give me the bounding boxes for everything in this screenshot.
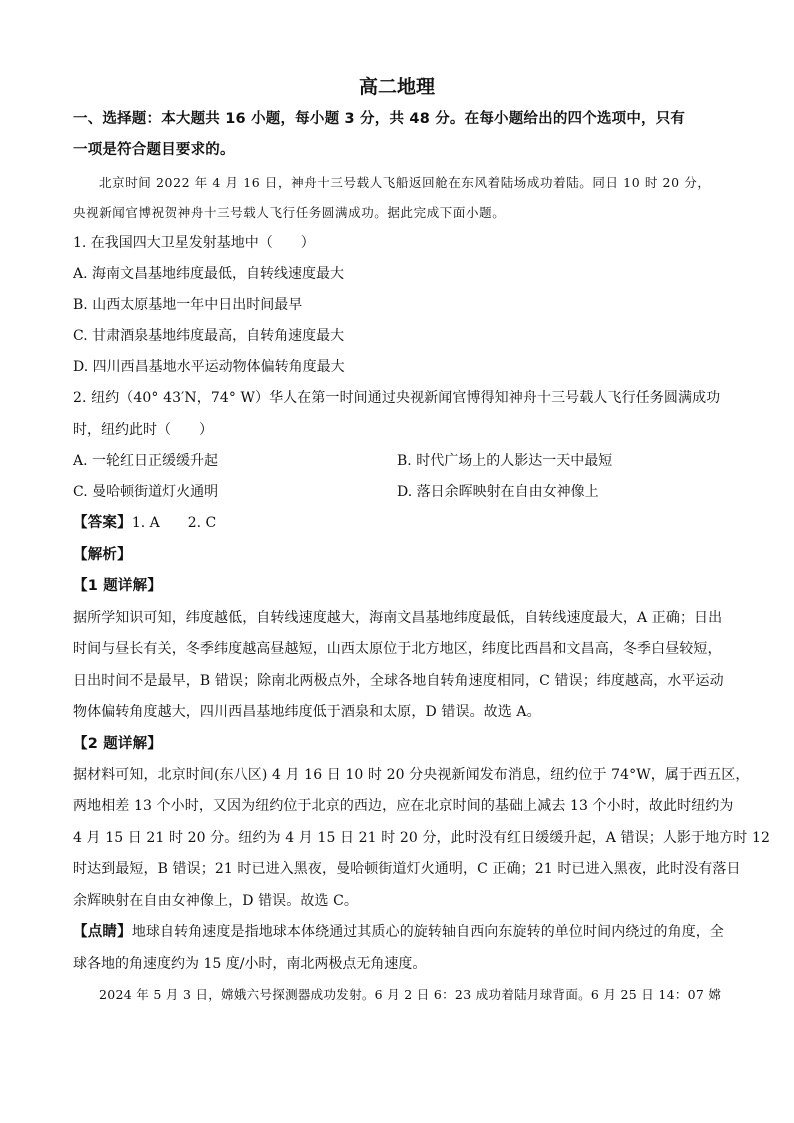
section-heading-line-1: 一、选择题：本大题共 16 小题，每小题 3 分，共 48 分。在每小题给出的四个选项中，只有 xyxy=(73,111,686,127)
page-title: 高二地理 xyxy=(358,76,435,98)
answer-label: 【答案】 xyxy=(73,515,132,531)
detail2-line-1: 据材料可知，北京时间(东八区) 4 月 16 日 10 时 20 分央视新闻发布消息，纽约位于 74°W，属于西五区， xyxy=(73,767,750,783)
analysis-label: 【解析】 xyxy=(73,547,132,563)
passage2-line-1: 2024 年 5 月 3 日，嫦娥六号探测器成功发射。6 月 2 日 6：23 成功着陆月球背面。6 月 25 日 14：07 嫦 xyxy=(99,987,722,1002)
detail2-label: 【2 题详解】 xyxy=(73,736,163,752)
detail2-line-3: 4 月 15 日 21 时 20 分。纽约为 4 月 15 日 21 时 20 分，此时没有红日缓缓升起，A 错误；人影于地方时 12 xyxy=(73,830,770,846)
q1-stem: 1. 在我国四大卫星发射基地中（ ） xyxy=(73,235,315,251)
q1-option-b: B. 山西太原基地一年中日出时间最早 xyxy=(73,297,303,313)
q2-option-c: C. 曼哈顿街道灯火通明 xyxy=(73,484,219,500)
passage1-line-2: 央视新闻官博祝贺神舟十三号载人飞行任务圆满成功。据此完成下面小题。 xyxy=(73,205,506,220)
answer-row xyxy=(73,514,216,532)
note-line-1 xyxy=(73,923,724,941)
passage1-line-1: 北京时间 2022 年 4 月 16 日，神舟十三号载人飞船返回舱在东风着陆场成功着陆。同日 10 时 20 分， xyxy=(99,175,711,190)
detail2-line-2: 两地相差 13 个小时，又因为纽约位于北京的西边，应在北京时间的基础上减去 13 个小时，故此时纽约为 xyxy=(73,798,734,814)
detail1-line-3: 日出时间不是最早，B 错误；除南北两极点外，全球各地自转角速度相同，C 错误；纬度越高，水平运动 xyxy=(73,673,724,689)
detail1-line-4: 物体偏转角度越大，四川西昌基地纬度低于酒泉和太原，D 错误。故选 A。 xyxy=(73,704,541,720)
detail1-line-1: 据所学知识可知，纬度越低，自转线速度越大，海南文昌基地纬度最低，自转线速度最大，A 正确；日出 xyxy=(73,610,723,626)
detail1-label: 【1 题详解】 xyxy=(73,578,163,594)
answer-text: 1. A 2. C xyxy=(131,515,217,531)
detail1-line-2: 时间与昼长有关，冬季纬度越高昼越短，山西太原位于北方地区，纬度比西昌和文昌高，冬季白昼较短， xyxy=(73,641,722,657)
q2-option-b: B. 时代广场上的人影达一天中最短 xyxy=(397,453,613,469)
q1-option-a: A. 海南文昌基地纬度最低，自转线速度最大 xyxy=(73,266,345,282)
q2-option-a: A. 一轮红日正缓缓升起 xyxy=(73,453,219,469)
q1-option-c: C. 甘肃酒泉基地纬度最高，自转角速度最大 xyxy=(73,328,345,344)
detail2-line-5: 余辉映射在自由女神像上，D 错误。故选 C。 xyxy=(73,893,359,909)
q2-stem-line-1: 2. 纽约（40° 43′N，74° W）华人在第一时间通过央视新闻官博得知神舟十三号载人飞行任务圆满成功 xyxy=(73,390,721,406)
section-heading-line-2: 一项是符合题目要求的。 xyxy=(73,142,235,158)
detail2-line-4: 时达到最短，B 错误；21 时已进入黑夜，曼哈顿街道灯火通明，C 正确；21 时已进入黑夜，此时没有落日 xyxy=(73,861,741,877)
note-line-2: 球各地的角速度约为 15 度/小时，南北两极点无角速度。 xyxy=(73,956,427,972)
note-text: 地球自转角速度是指地球本体绕通过其质心的旋转轴自西向东旋转的单位时间内绕过的角度，全 xyxy=(131,924,725,940)
q2-option-d: D. 落日余晖映射在自由女神像上 xyxy=(397,484,599,500)
q1-option-d: D. 四川西昌基地水平运动物体偏转角度最大 xyxy=(73,359,345,375)
q2-stem-line-2: 时，纽约此时（ ） xyxy=(73,422,213,438)
note-label: 【点睛】 xyxy=(73,924,132,940)
